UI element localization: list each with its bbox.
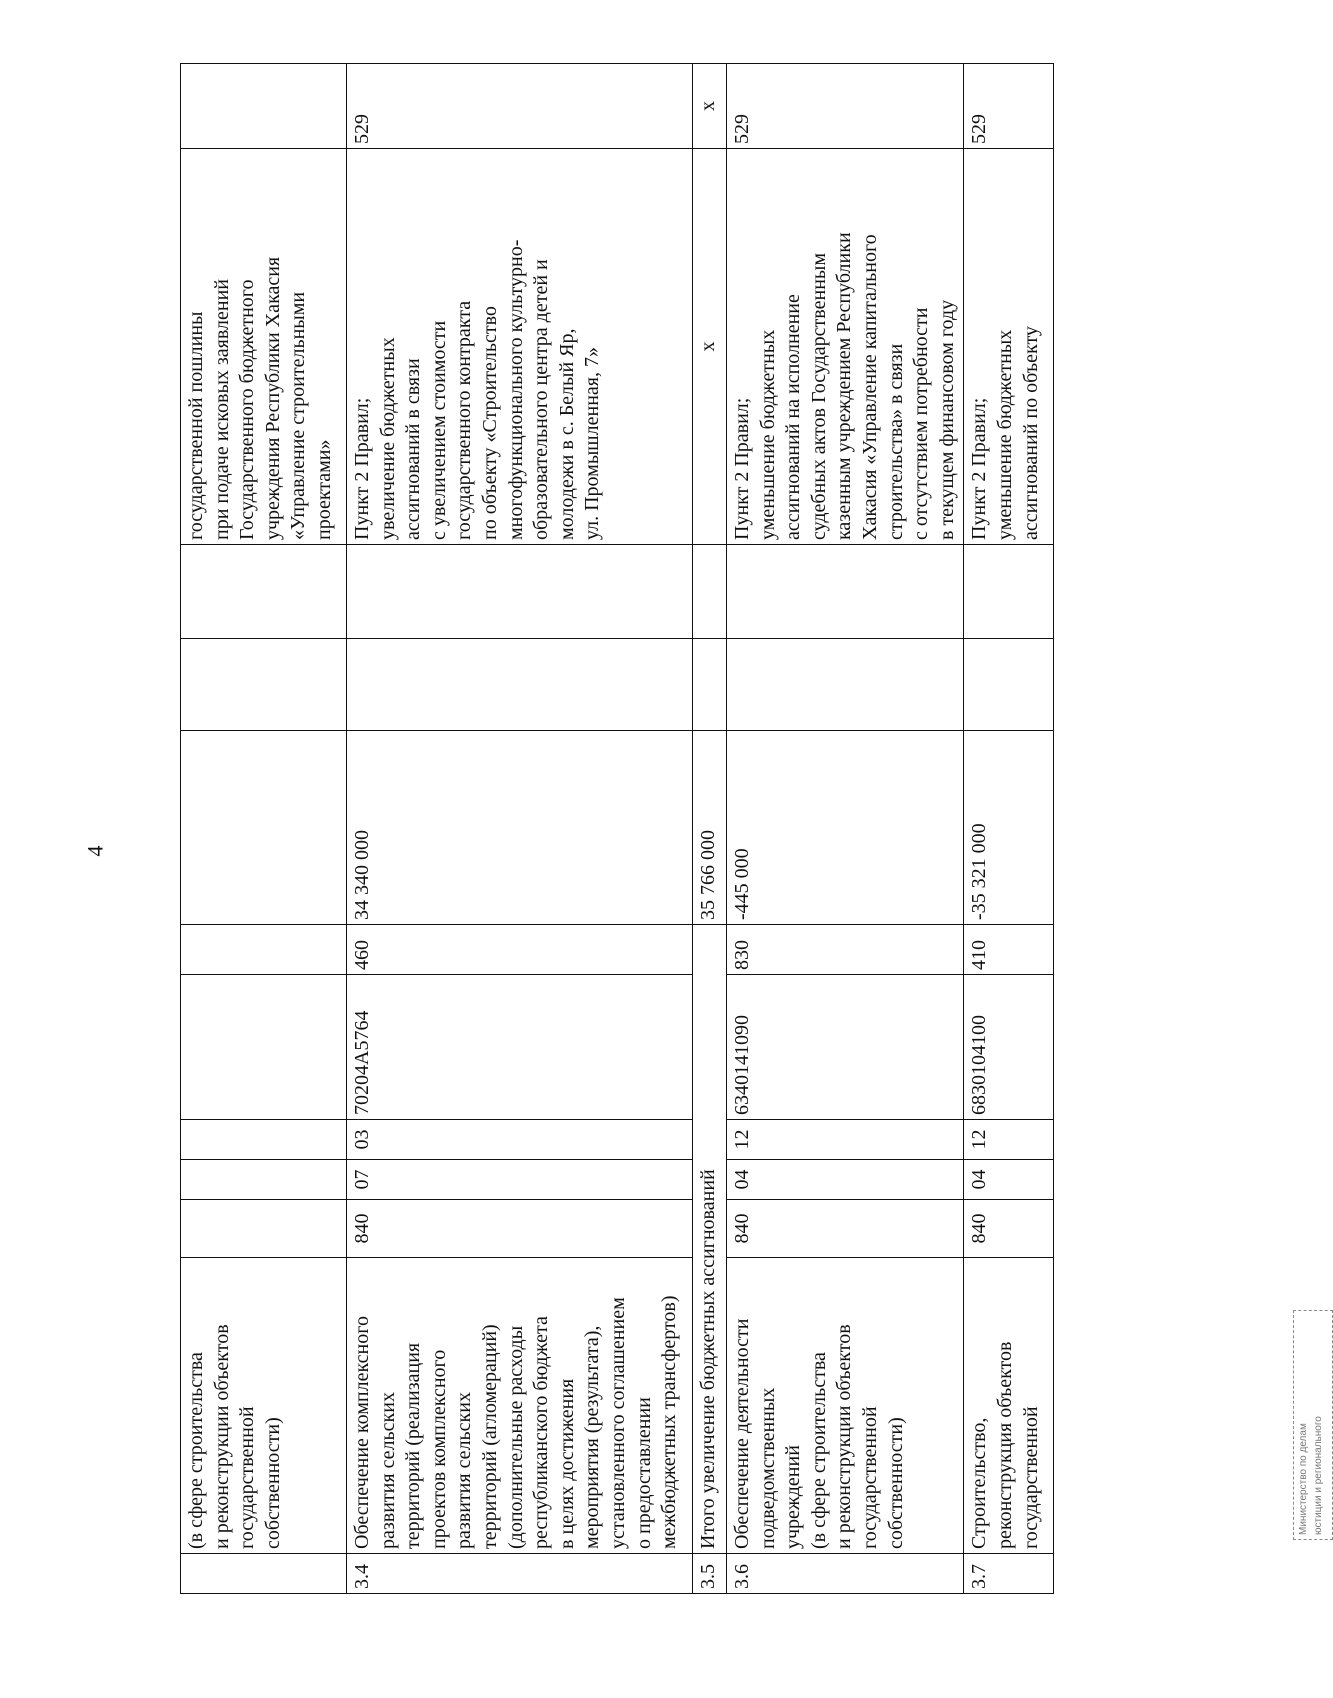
stamp-line-1: Министерство по делам: [1298, 1423, 1309, 1535]
cell-amount: 34 340 000: [347, 731, 693, 925]
cell-empty-2: [181, 545, 347, 639]
cell-ministry-code: 840: [964, 1200, 1054, 1258]
cell-target-article: [181, 975, 347, 1120]
row-number: 3.5: [693, 1554, 727, 1594]
row-name: Строительство, реконструкция объектов государственной: [964, 1258, 1054, 1554]
row-code: 529: [727, 64, 964, 149]
cell-subsection: 03: [347, 1120, 693, 1160]
cell-ministry-code: 840: [347, 1200, 693, 1258]
cell-subsection: 12: [727, 1120, 964, 1160]
row-basis: х: [693, 149, 727, 545]
budget-table: [180, 63, 1054, 1594]
stamp-line-2: юстиции и регионального: [1313, 1416, 1324, 1535]
cell-empty-2: [347, 545, 693, 639]
row-number: 3.6: [727, 1554, 964, 1594]
row-number: [181, 1554, 347, 1594]
cell-empty-2: [727, 545, 964, 639]
cell-section: 04: [727, 1160, 964, 1200]
rotated-table-container: [180, 101, 1260, 1594]
row-number: 3.4: [347, 1554, 693, 1594]
row-number: 3.7: [964, 1554, 1054, 1594]
table-row: [181, 64, 347, 1594]
cell-empty-1: [964, 639, 1054, 731]
row-code: х: [693, 64, 727, 149]
row-code: 529: [964, 64, 1054, 149]
total-label: Итого увеличение бюджетных ассигнований: [693, 925, 727, 1554]
cell-amount: -445 000: [727, 731, 964, 925]
cell-amount: 35 766 000: [693, 731, 727, 925]
cell-empty-2: [964, 545, 1054, 639]
table-row: [964, 64, 1054, 1594]
row-name: Обеспечение деятельности подведомственных учреждений (в сфере строительства и реконструкции объектов государственной собственности): [727, 1258, 964, 1554]
cell-expense-type: 460: [347, 925, 693, 975]
page-number: 4: [82, 845, 108, 857]
cell-amount: [181, 731, 347, 925]
cell-expense-type: 410: [964, 925, 1054, 975]
row-name: (в сфере строительства и реконструкции объектов государственной собственности): [181, 1258, 347, 1554]
registration-stamp: [1108, 1410, 1324, 1535]
cell-target-article: 6340141090: [727, 975, 964, 1120]
cell-empty-1: [347, 639, 693, 731]
row-basis: Пункт 2 Правил; уменьшение бюджетных ассигнований на исполнение судебных актов Государственным казенным учреждением Республики Хакасия «Управление капитального строительства» в связи с отсутствием потребности в текущем финансовом году: [727, 149, 964, 545]
cell-subsection: 12: [964, 1120, 1054, 1160]
cell-empty-1: [727, 639, 964, 731]
cell-empty-1: [181, 639, 347, 731]
cell-ministry-code: 840: [727, 1200, 964, 1258]
table-row: [727, 64, 964, 1594]
table-row: [347, 64, 693, 1594]
cell-amount: -35 321 000: [964, 731, 1054, 925]
row-code: 529: [347, 64, 693, 149]
cell-ministry-code: [181, 1200, 347, 1258]
cell-empty-1: [693, 639, 727, 731]
cell-section: 04: [964, 1160, 1054, 1200]
cell-expense-type: 830: [727, 925, 964, 975]
cell-section: [181, 1160, 347, 1200]
cell-target-article: 70204А5764: [347, 975, 693, 1120]
row-basis: Пункт 2 Правил; уменьшение бюджетных ассигнований по объекту: [964, 149, 1054, 545]
cell-target-article: 6830104100: [964, 975, 1054, 1120]
cell-expense-type: [181, 925, 347, 975]
row-name: Обеспечение комплексного развития сельских территорий (реализация проектов комплексного развития сельских территорий (агломераций) (дополнительные расходы республиканского бюджета в целях достижения мероприятия (результата), установленного соглашением о предоставлении межбюджетных трансфертов): [347, 1258, 693, 1554]
cell-empty-2: [693, 545, 727, 639]
row-basis: государственной пошлины при подаче исковых заявлений Государственного бюджетного учреждения Республики Хакасия «Управление строительными проектами»: [181, 149, 347, 545]
row-basis: Пункт 2 Правил; увеличение бюджетных ассигнований в связи с увеличением стоимости государственного контракта по объекту «Строительство многофункционального культурно- образовательного центра детей и молодежи в с. Белый Яр, ул. Промышленная, 7»: [347, 149, 693, 545]
table-row-total: [693, 64, 727, 1594]
cell-section: 07: [347, 1160, 693, 1200]
cell-subsection: [181, 1120, 347, 1160]
row-code: [181, 64, 347, 149]
